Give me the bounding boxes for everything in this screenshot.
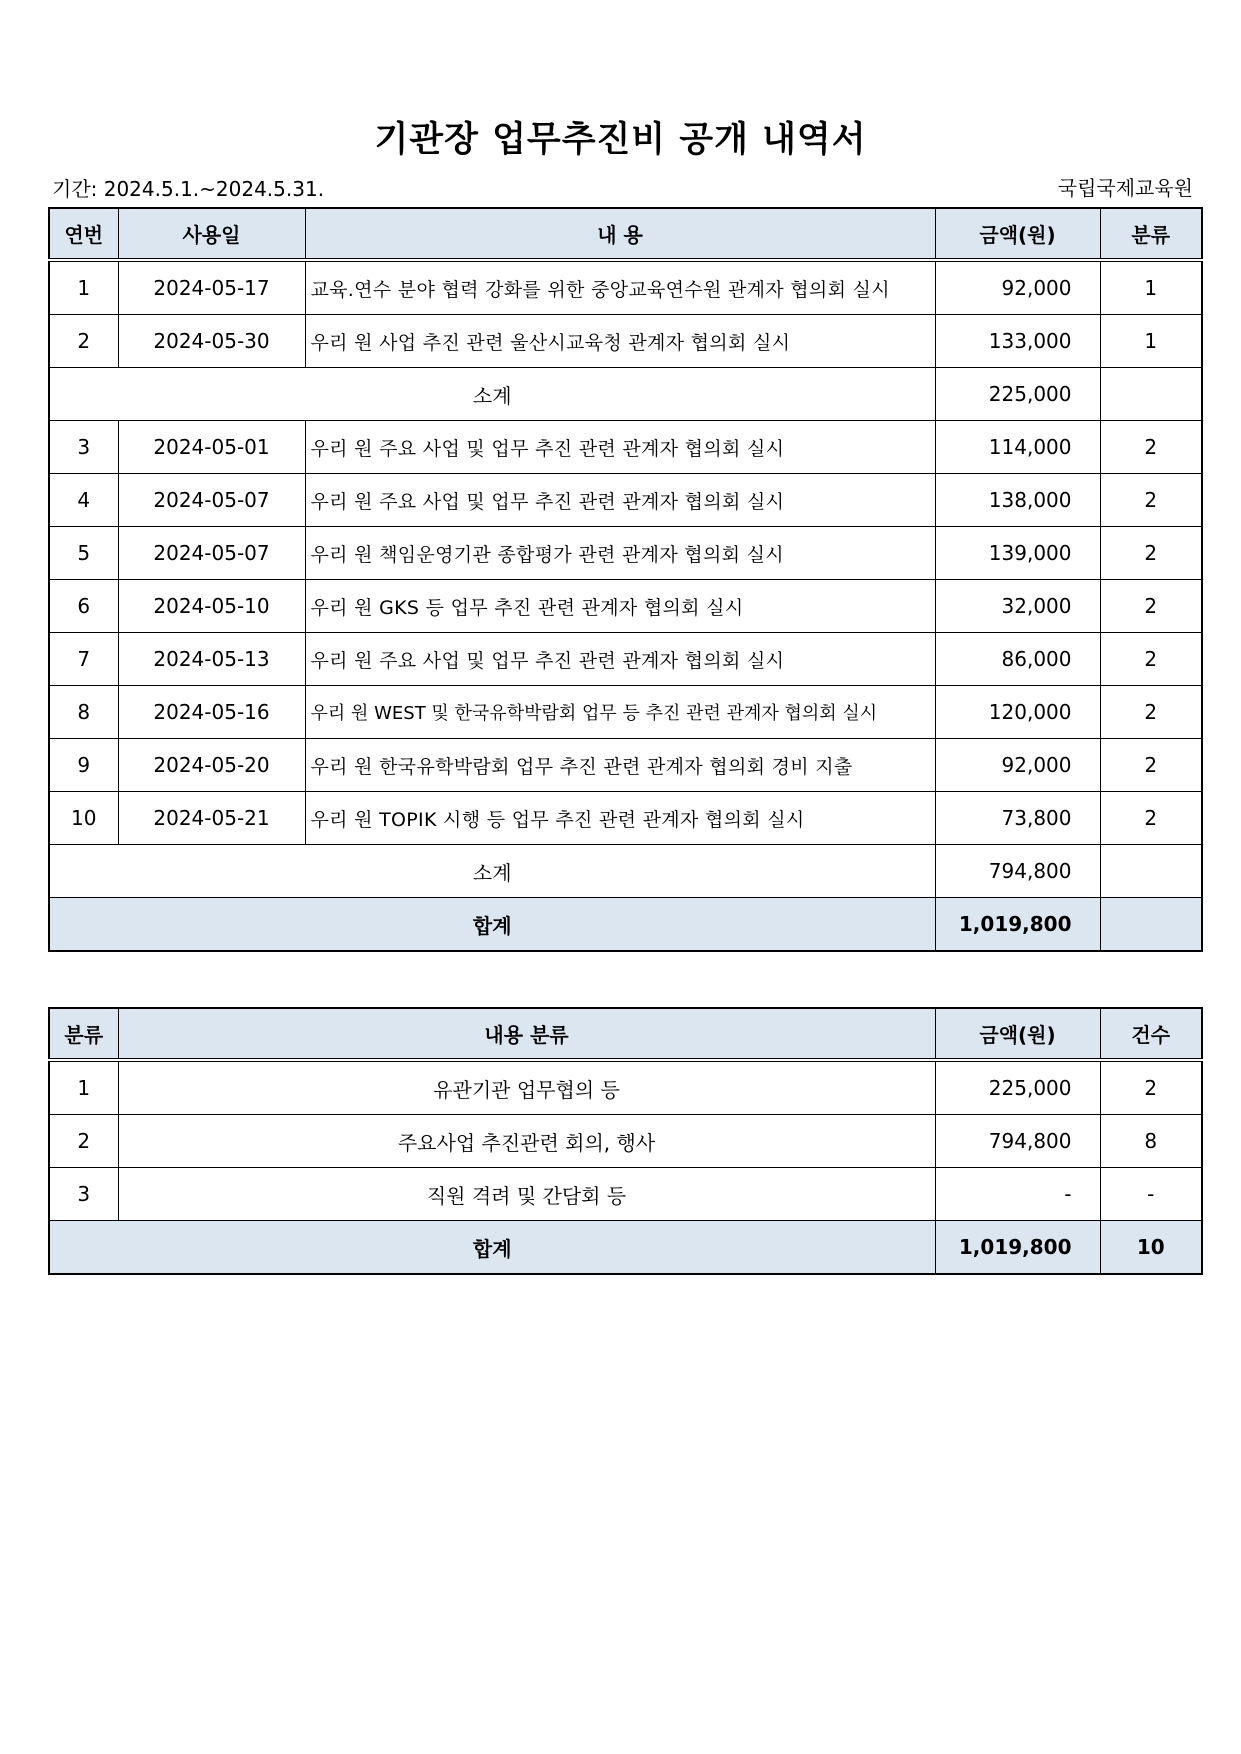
organization-name: 국립국제교육원: [1057, 176, 1193, 200]
row-content: 주요사업 추진관련 회의, 행사: [118, 1115, 935, 1168]
subtotal-label: 소계: [49, 368, 935, 421]
row-amount: 794,800: [935, 1115, 1100, 1168]
row-category: 3: [49, 1168, 118, 1221]
row-category: 2: [1100, 739, 1202, 792]
row-date: 2024-05-13: [118, 633, 305, 686]
table-row: [49, 260, 1202, 315]
row-no: 6: [49, 580, 118, 633]
row-no: 9: [49, 739, 118, 792]
row-amount: -: [935, 1168, 1100, 1221]
header-content: 내 용: [305, 208, 935, 260]
subtotal-amount: 794,800: [935, 845, 1100, 898]
subtotal-row: [49, 845, 1202, 898]
row-no: 4: [49, 474, 118, 527]
subtotal-amount: 225,000: [935, 368, 1100, 421]
row-content: 우리 원 GKS 등 업무 추진 관련 관계자 협의회 실시: [305, 580, 935, 633]
row-no: 5: [49, 527, 118, 580]
row-content: 우리 원 책임운영기관 종합평가 관련 관계자 협의회 실시: [305, 527, 935, 580]
row-category: 2: [1100, 474, 1202, 527]
row-content: 우리 원 주요 사업 및 업무 추진 관련 관계자 협의회 실시: [305, 633, 935, 686]
row-no: 8: [49, 686, 118, 739]
table-header-row: [49, 208, 1202, 260]
table-row: [49, 1115, 1202, 1168]
row-no: 2: [49, 315, 118, 368]
header-content-category: 내용 분류: [118, 1008, 935, 1060]
table-row: [49, 739, 1202, 792]
row-content: 우리 원 주요 사업 및 업무 추진 관련 관계자 협의회 실시: [305, 421, 935, 474]
row-category: 2: [1100, 792, 1202, 845]
row-category: 2: [1100, 580, 1202, 633]
category-summary-table: [48, 1007, 1203, 1275]
row-amount: 120,000: [935, 686, 1100, 739]
total-count: 10: [1100, 1221, 1202, 1275]
row-date: 2024-05-21: [118, 792, 305, 845]
row-amount: 133,000: [935, 315, 1100, 368]
row-category: 2: [1100, 421, 1202, 474]
table-row: [49, 421, 1202, 474]
row-category: 1: [1100, 315, 1202, 368]
row-content: 우리 원 한국유학박람회 업무 추진 관련 관계자 협의회 경비 지출: [305, 739, 935, 792]
row-date: 2024-05-17: [118, 260, 305, 315]
row-no: 1: [49, 260, 118, 315]
row-date: 2024-05-07: [118, 474, 305, 527]
row-amount: 86,000: [935, 633, 1100, 686]
total-amount: 1,019,800: [935, 898, 1100, 952]
header-category: 분류: [1100, 208, 1202, 260]
row-category: 2: [1100, 686, 1202, 739]
page-title: 기관장 업무추진비 공개 내역서: [374, 120, 867, 160]
total-label: 합계: [49, 1221, 935, 1275]
row-date: 2024-05-20: [118, 739, 305, 792]
row-no: 3: [49, 421, 118, 474]
row-content: 교육.연수 분야 협력 강화를 위한 중앙교육연수원 관계자 협의회 실시: [305, 260, 935, 315]
subtotal-empty: [1100, 368, 1202, 421]
table-row: [49, 580, 1202, 633]
row-date: 2024-05-01: [118, 421, 305, 474]
subtotal-empty: [1100, 845, 1202, 898]
row-amount: 138,000: [935, 474, 1100, 527]
table-header-row: [49, 1008, 1202, 1060]
total-row: [49, 898, 1202, 952]
table-row: [49, 633, 1202, 686]
table-row: [49, 1060, 1202, 1115]
row-category: 2: [49, 1115, 118, 1168]
table-row: [49, 686, 1202, 739]
row-count: 8: [1100, 1115, 1202, 1168]
row-amount: 225,000: [935, 1060, 1100, 1115]
total-amount: 1,019,800: [935, 1221, 1100, 1275]
row-amount: 139,000: [935, 527, 1100, 580]
row-date: 2024-05-16: [118, 686, 305, 739]
row-category: 2: [1100, 527, 1202, 580]
table-row: [49, 792, 1202, 845]
row-content: 유관기관 업무협의 등: [118, 1060, 935, 1115]
table-row: [49, 474, 1202, 527]
subtotal-row: [49, 368, 1202, 421]
header-amount: 금액(원): [935, 1008, 1100, 1060]
row-count: -: [1100, 1168, 1202, 1221]
total-empty: [1100, 898, 1202, 952]
row-category: 2: [1100, 633, 1202, 686]
total-row: [49, 1221, 1202, 1275]
row-category: 1: [49, 1060, 118, 1115]
row-content: 우리 원 WEST 및 한국유학박람회 업무 등 추진 관련 관계자 협의회 실시: [305, 686, 935, 739]
header-category: 분류: [49, 1008, 118, 1060]
row-date: 2024-05-07: [118, 527, 305, 580]
row-category: 1: [1100, 260, 1202, 315]
row-content: 우리 원 사업 추진 관련 울산시교육청 관계자 협의회 실시: [305, 315, 935, 368]
row-amount: 32,000: [935, 580, 1100, 633]
table-row: [49, 527, 1202, 580]
row-amount: 73,800: [935, 792, 1100, 845]
row-amount: 92,000: [935, 739, 1100, 792]
header-amount: 금액(원): [935, 208, 1100, 260]
row-content: 우리 원 TOPIK 시행 등 업무 추진 관련 관계자 협의회 실시: [305, 792, 935, 845]
header-count: 건수: [1100, 1008, 1202, 1060]
row-content: 우리 원 주요 사업 및 업무 추진 관련 관계자 협의회 실시: [305, 474, 935, 527]
row-amount: 114,000: [935, 421, 1100, 474]
row-no: 10: [49, 792, 118, 845]
table-row: [49, 1168, 1202, 1221]
row-content: 직원 격려 및 간담회 등: [118, 1168, 935, 1221]
header-no: 연번: [49, 208, 118, 260]
row-no: 7: [49, 633, 118, 686]
row-count: 2: [1100, 1060, 1202, 1115]
row-date: 2024-05-10: [118, 580, 305, 633]
table-row: [49, 315, 1202, 368]
period-label: 기간: 2024.5.1.~2024.5.31.: [52, 177, 325, 201]
total-label: 합계: [49, 898, 935, 952]
row-date: 2024-05-30: [118, 315, 305, 368]
header-date: 사용일: [118, 208, 305, 260]
expense-detail-table: [48, 207, 1203, 952]
subtotal-label: 소계: [49, 845, 935, 898]
row-amount: 92,000: [935, 260, 1100, 315]
